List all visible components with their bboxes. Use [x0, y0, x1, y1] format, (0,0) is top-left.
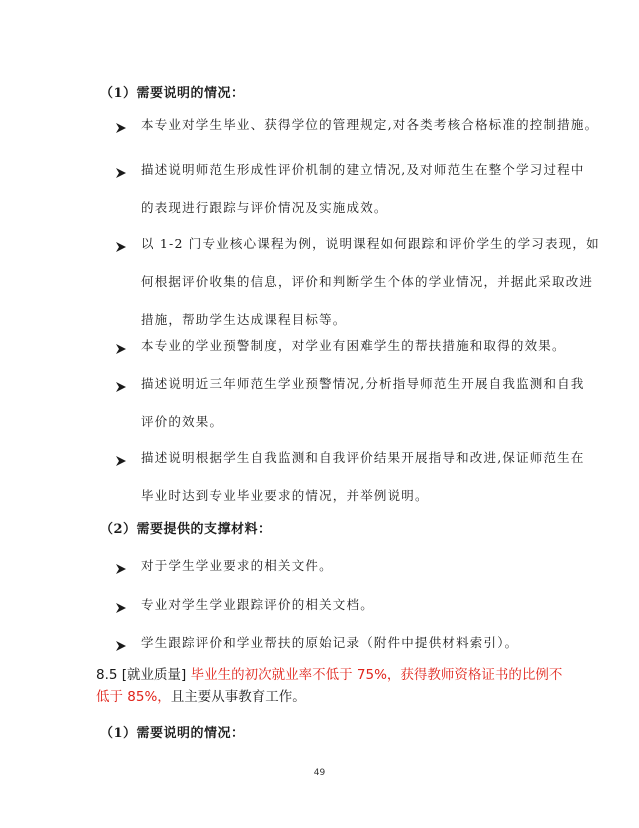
arrow-bullet-icon [115, 241, 127, 257]
arrow-bullet-icon [115, 455, 127, 471]
section-number-label: 8.5 [就业质量] [96, 667, 187, 683]
section-heading-situation: （1）需要说明的情况： [100, 86, 245, 101]
list-item-line: 评价的效果。 [141, 414, 224, 429]
list-item-line: 以 1-2 门专业核心课程为例，说明课程如何跟踪和评价学生的学习表现，如 [141, 236, 600, 251]
requirement-tail: 且主要从事教育工作。 [170, 689, 306, 705]
section-8-5-title [96, 664, 566, 708]
arrow-bullet-icon [115, 167, 127, 183]
arrow-bullet-icon [115, 122, 127, 138]
arrow-bullet-icon [115, 640, 127, 656]
list-item-line: 描述说明师范生形成性评价机制的建立情况,及对师范生在整个学习过程中 [141, 162, 585, 177]
list-item-line: 何根据评价收集的信息，评价和判断学生个体的学业情况，并据此采取改进 [141, 274, 594, 289]
list-item-line: 学生跟踪评价和学业帮扶的原始记录（附件中提供材料索引）。 [141, 635, 519, 650]
list-item-line: 描述说明近三年师范生学业预警情况,分析指导师范生开展自我监测和自我 [141, 376, 585, 391]
list-item-line: 描述说明根据学生自我监测和自我评价结果开展指导和改进,保证师范生在 [141, 450, 585, 465]
list-item-line: 毕业时达到专业毕业要求的情况，并举例说明。 [141, 488, 429, 503]
list-item-line: 专业对学生学业跟踪评价的相关文档。 [141, 597, 374, 612]
section-heading-situation-2: （1）需要说明的情况： [100, 726, 245, 741]
page-number: 49 [313, 768, 326, 778]
list-item-line: 本专业的学业预警制度，对学业有困难学生的帮扶措施和取得的效果。 [141, 338, 566, 353]
arrow-bullet-icon [115, 343, 127, 359]
list-item-line: 的表现进行跟踪与评价情况及实施成效。 [141, 200, 388, 215]
section-heading-materials: （2）需要提供的支撑材料： [100, 522, 272, 537]
list-item-line: 对于学生学业要求的相关文件。 [141, 558, 333, 573]
list-item-line: 措施，帮助学生达成课程目标等。 [141, 312, 347, 327]
arrow-bullet-icon [115, 602, 127, 618]
list-item-line: 本专业对学生毕业、获得学位的管理规定,对各类考核合格标准的控制措施。 [141, 117, 599, 132]
requirement-highlight: 毕业生的初次就业率不低于 75%，获得教师资格证书的比例不低于 85%， [96, 667, 563, 705]
arrow-bullet-icon [115, 563, 127, 579]
arrow-bullet-icon [115, 381, 127, 397]
